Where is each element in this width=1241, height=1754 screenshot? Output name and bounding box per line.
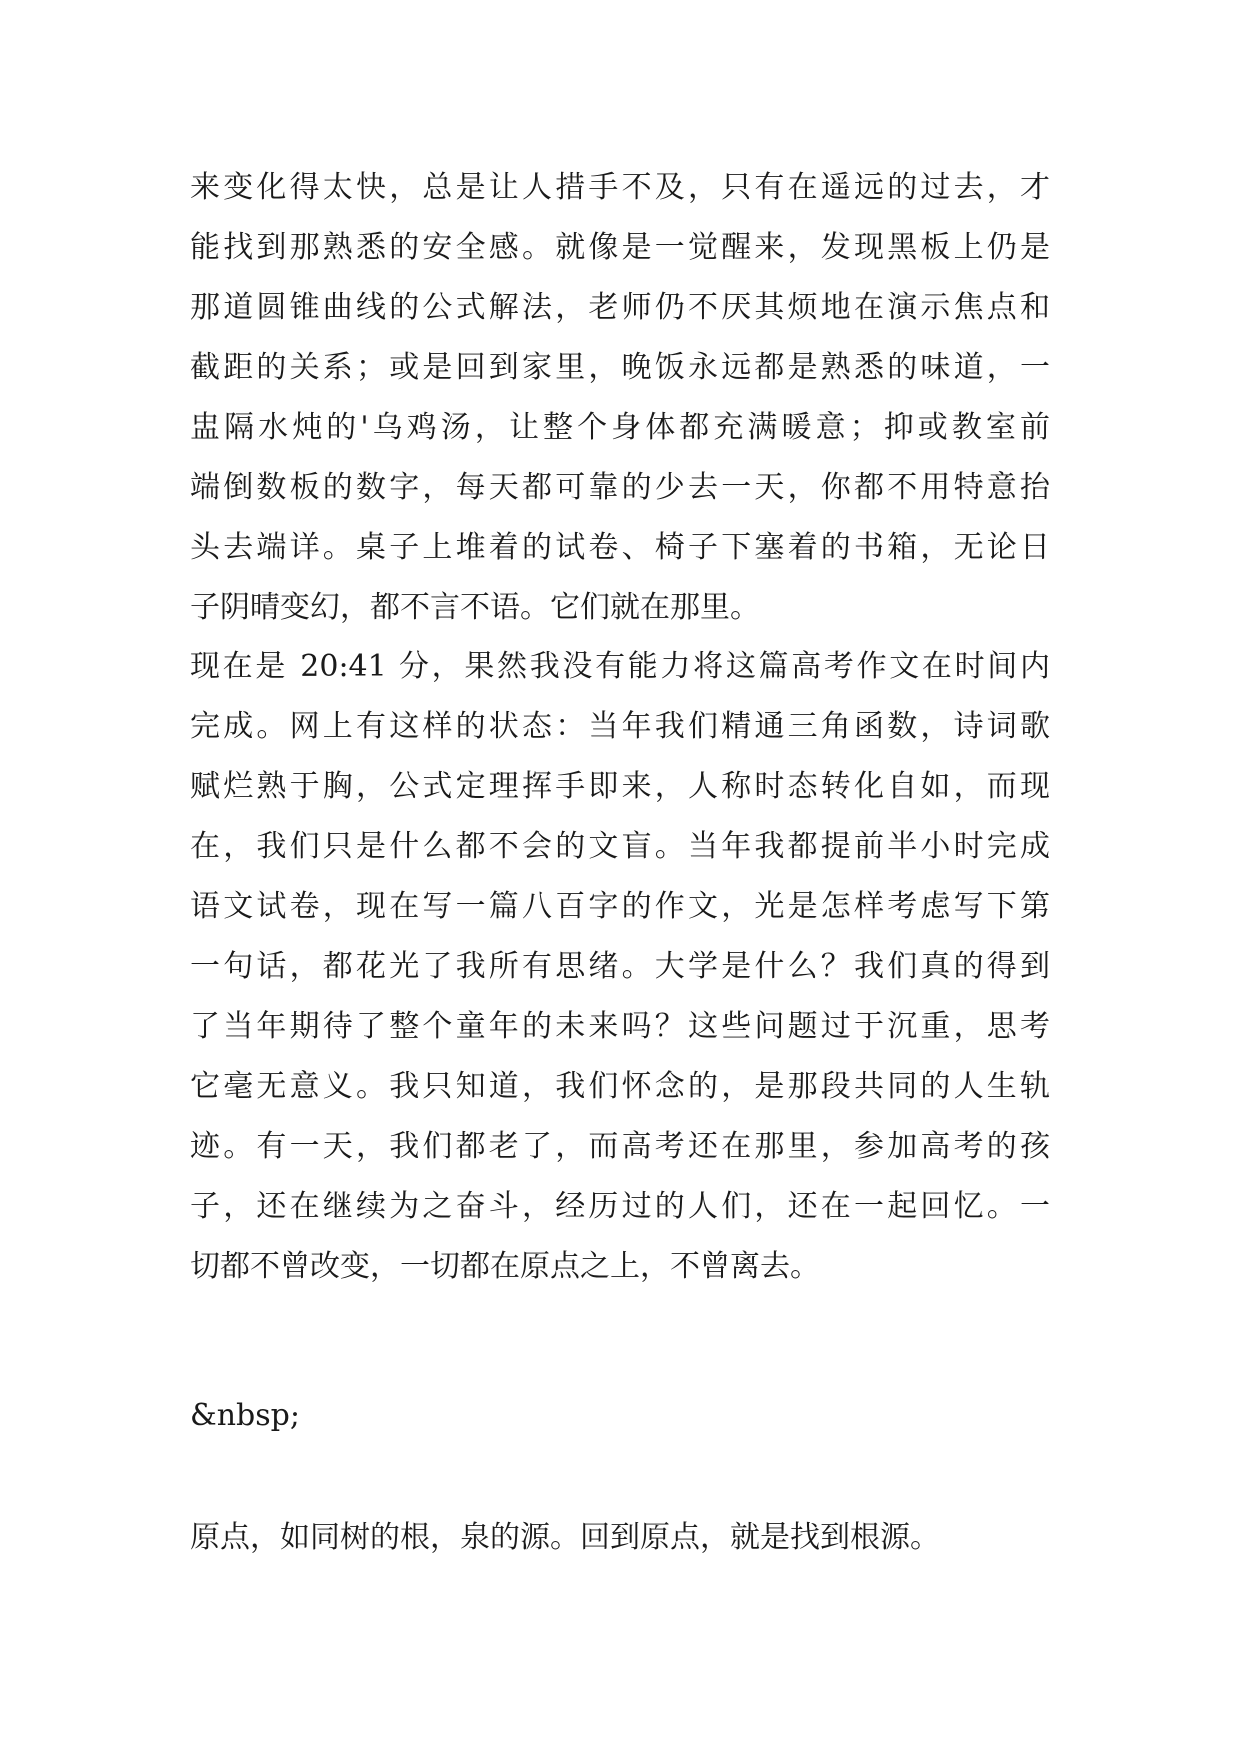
text-line: 来变化得太快，总是让人措手不及，只有在遥远的过去，才 — [190, 170, 1050, 205]
paragraph-3 — [190, 1386, 1050, 1446]
paragraph-1 — [190, 158, 1050, 638]
text-line: 截距的关系；或是回到家里，晚饭永远都是熟悉的味道，一 — [190, 350, 1050, 385]
text-line: 盅隔水炖的'乌鸡汤，让整个身体都充满暖意；抑或教室前 — [190, 410, 1050, 445]
text-line: 头去端详。桌子上堆着的试卷、椅子下塞着的书箱，无论日 — [190, 530, 1050, 565]
text-line: 原点，如同树的根，泉的源。回到原点，就是找到根源。 — [190, 1520, 940, 1555]
text-line: 子阴晴变幻，都不言不语。它们就在那里。 — [190, 590, 760, 625]
text-line: 迹。有一天，我们都老了，而高考还在那里，参加高考的孩 — [190, 1129, 1050, 1164]
text-line: 了当年期待了整个童年的未来吗？这些问题过于沉重，思考 — [190, 1009, 1050, 1044]
text-line: &nbsp; — [190, 1398, 300, 1433]
text-line: 子，还在继续为之奋斗，经历过的人们，还在一起回忆。一 — [190, 1189, 1050, 1224]
text-line: 切都不曾改变，一切都在原点之上，不曾离去。 — [190, 1249, 820, 1284]
text-line: 一句话，都花光了我所有思绪。大学是什么？我们真的得到 — [190, 949, 1050, 984]
text-line: 语文试卷，现在写一篇八百字的作文，光是怎样考虑写下第 — [190, 889, 1050, 924]
text-line: 在，我们只是什么都不会的文盲。当年我都提前半小时完成 — [190, 829, 1050, 864]
paragraph-2 — [190, 637, 1050, 1297]
text-line: 那道圆锥曲线的公式解法，老师仍不厌其烦地在演示焦点和 — [190, 290, 1050, 325]
text-line: 完成。网上有这样的状态：当年我们精通三角函数，诗词歌 — [190, 709, 1050, 744]
text-line: 能找到那熟悉的安全感。就像是一觉醒来，发现黑板上仍是 — [190, 230, 1050, 265]
paragraph-4 — [190, 1508, 1050, 1568]
text-line: 赋烂熟于胸，公式定理挥手即来，人称时态转化自如，而现 — [190, 769, 1050, 804]
text-line: 现在是 20:41 分，果然我没有能力将这篇高考作文在时间内 — [190, 649, 1050, 684]
text-line: 端倒数板的数字，每天都可靠的少去一天，你都不用特意抬 — [190, 470, 1050, 505]
text-line: 它毫无意义。我只知道，我们怀念的，是那段共同的人生轨 — [190, 1069, 1050, 1104]
